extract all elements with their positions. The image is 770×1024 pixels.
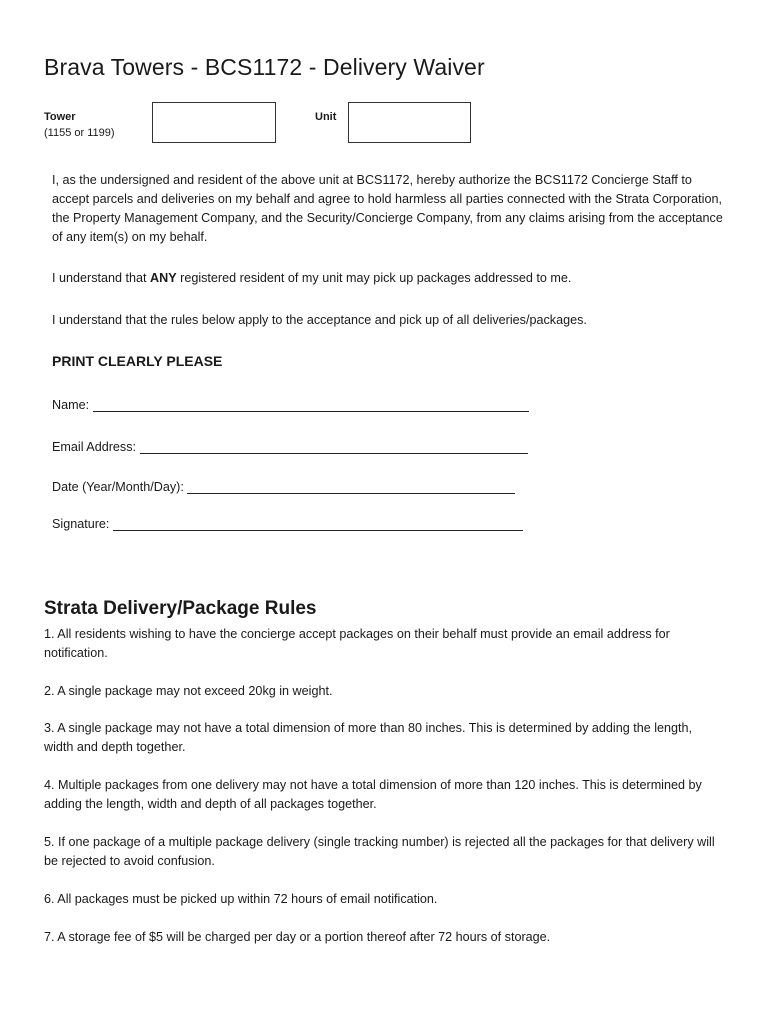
signature-label: Signature: <box>52 517 110 531</box>
unit-input-box[interactable] <box>348 102 471 143</box>
date-line[interactable] <box>187 479 515 494</box>
print-clearly-heading: PRINT CLEARLY PLEASE <box>52 353 223 369</box>
unit-label: Unit <box>315 111 337 123</box>
rule-5: 5. If one package of a multiple package delivery (single tracking number) is rejected all the packages for that delivery will be rejected to avoid confusion. <box>44 835 715 868</box>
rule-3: 3. A single package may not have a total dimension of more than 80 inches. This is determined by adding the length, width and depth together. <box>44 721 693 754</box>
understand-suffix: registered resident of my unit may pick up packages addressed to me. <box>180 271 572 285</box>
signature-line[interactable] <box>113 516 523 531</box>
date-label: Date (Year/Month/Day): <box>52 480 184 494</box>
rule-2: 2. A single package may not exceed 20kg in weight. <box>44 684 333 698</box>
rule-7: 7. A storage fee of $5 will be charged per day or a portion thereof after 72 hours of storage. <box>44 930 551 944</box>
any-emphasis: ANY <box>150 271 177 285</box>
email-label: Email Address: <box>52 440 136 454</box>
tower-label: Tower <box>44 111 76 123</box>
page-title: Brava Towers - BCS1172 - Delivery Waiver <box>44 54 485 80</box>
tower-input-box[interactable] <box>152 102 276 143</box>
date-field-row <box>52 479 515 494</box>
signature-field-row <box>52 516 523 531</box>
any-resident-paragraph <box>52 269 724 288</box>
name-label: Name: <box>52 398 90 412</box>
rule-1: 1. All residents wishing to have the concierge accept packages on their behalf must provide an email address for notification. <box>44 627 670 660</box>
email-line[interactable] <box>140 439 528 454</box>
rule-4: 4. Multiple packages from one delivery may not have a total dimension of more than 120 inches. This is determined by adding the length, width and depth of all packages together. <box>44 778 702 811</box>
name-line[interactable] <box>93 397 529 412</box>
rules-heading: Strata Delivery/Package Rules <box>44 598 317 619</box>
authorization-paragraph: I, as the undersigned and resident of the above unit at BCS1172, hereby authorize the BCS1172 Concierge Staff to accept parcels and deliveries on my behalf and agree to hold harmless all parties connected with the Strata Corporation, the Property Management Company, and the Security/Concierge Company, from any claims arising from the acceptance of any item(s) on my behalf. <box>52 173 723 244</box>
name-field-row <box>52 397 529 412</box>
email-field-row <box>52 439 528 454</box>
rule-6: 6. All packages must be picked up within 72 hours of email notification. <box>44 892 438 906</box>
rules-apply-paragraph: I understand that the rules below apply to the acceptance and pick up of all deliveries/packages. <box>52 313 587 327</box>
tower-hint: (1155 or 1199) <box>44 127 115 139</box>
understand-prefix: I understand that <box>52 271 147 285</box>
